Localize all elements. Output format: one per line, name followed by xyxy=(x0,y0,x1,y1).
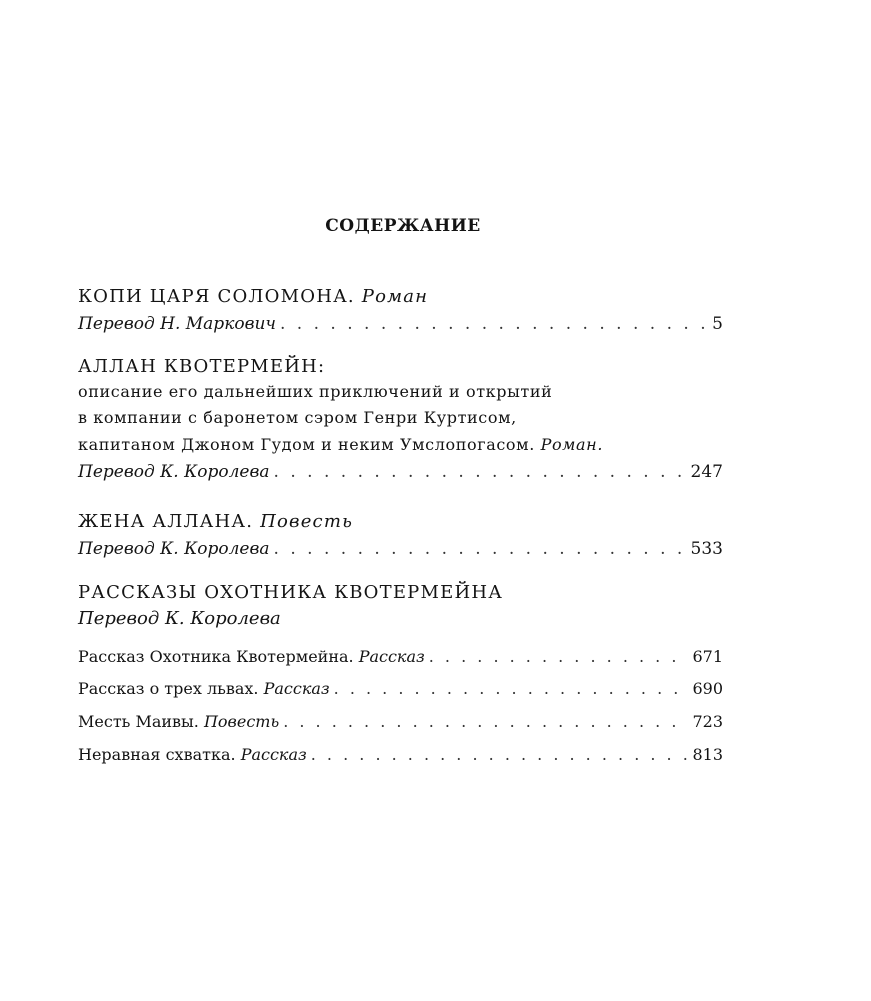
section-title: РАССКАЗЫ ОХОТНИКА КВОТЕРМЕЙНА xyxy=(78,582,504,603)
section-title-line xyxy=(78,355,325,379)
section-title-line xyxy=(78,285,428,309)
translator-label: Перевод Н. Маркович xyxy=(78,314,276,334)
story-label xyxy=(78,710,279,734)
section-title-line xyxy=(78,510,353,534)
page-number: 690 xyxy=(692,679,723,698)
translator-label: Перевод К. Королева xyxy=(78,608,281,629)
section-title: ЖЕНА АЛЛАНА. xyxy=(78,511,254,532)
toc-entry[interactable] xyxy=(78,677,723,701)
dot-leader xyxy=(283,710,688,734)
toc-entry[interactable] xyxy=(78,710,723,734)
story-genre: Рассказ xyxy=(240,745,307,764)
story-title: Месть Маивы. xyxy=(78,712,199,731)
story-title: Рассказ о трех львах. xyxy=(78,679,259,698)
page-number: 671 xyxy=(692,647,723,666)
page-number: 533 xyxy=(690,539,723,559)
dot-leader xyxy=(274,537,687,561)
section-title: КОПИ ЦАРЯ СОЛОМОНА. xyxy=(78,286,355,307)
story-genre: Рассказ xyxy=(358,647,425,666)
page-number: 723 xyxy=(692,712,723,731)
toc-entry[interactable] xyxy=(78,645,723,669)
story-title: Неравная схватка. xyxy=(78,745,236,764)
toc-entry[interactable] xyxy=(78,537,723,561)
story-label xyxy=(78,677,330,701)
story-label xyxy=(78,645,425,669)
story-genre: Рассказ xyxy=(263,679,330,698)
story-label xyxy=(78,743,307,767)
translator-label: Перевод К. Королева xyxy=(78,539,270,559)
section-subtitle-line: описание его дальнейших приключений и открытий xyxy=(78,382,553,401)
translator-label: Перевод К. Королева xyxy=(78,462,270,482)
dot-leader xyxy=(311,743,689,767)
dot-leader xyxy=(429,645,689,669)
toc-entry[interactable] xyxy=(78,743,723,767)
dot-leader xyxy=(334,677,689,701)
page-number: 5 xyxy=(712,314,723,334)
section-genre: Повесть xyxy=(260,511,354,532)
story-title: Рассказ Охотника Квотермейна. xyxy=(78,647,354,666)
dot-leader xyxy=(280,312,708,336)
page-number: 247 xyxy=(690,462,723,482)
contents-heading: СОДЕРЖАНИЕ xyxy=(325,216,481,236)
section-subtitle-text: капитаном Джоном Гудом и неким Умслопогасом. xyxy=(78,435,535,454)
section-subtitle-line: в компании с баронетом сэром Генри Куртисом, xyxy=(78,408,517,427)
section-title: АЛЛАН КВОТЕРМЕЙН: xyxy=(78,356,326,377)
story-genre: Повесть xyxy=(203,712,280,731)
page-number: 813 xyxy=(692,745,723,764)
dot-leader xyxy=(274,460,687,484)
section-genre: Роман. xyxy=(540,435,604,454)
section-subtitle-line xyxy=(78,433,603,457)
section-genre: Роман xyxy=(361,286,429,307)
toc-entry[interactable] xyxy=(78,460,723,484)
toc-entry[interactable] xyxy=(78,312,723,336)
section-title-line xyxy=(78,581,503,605)
